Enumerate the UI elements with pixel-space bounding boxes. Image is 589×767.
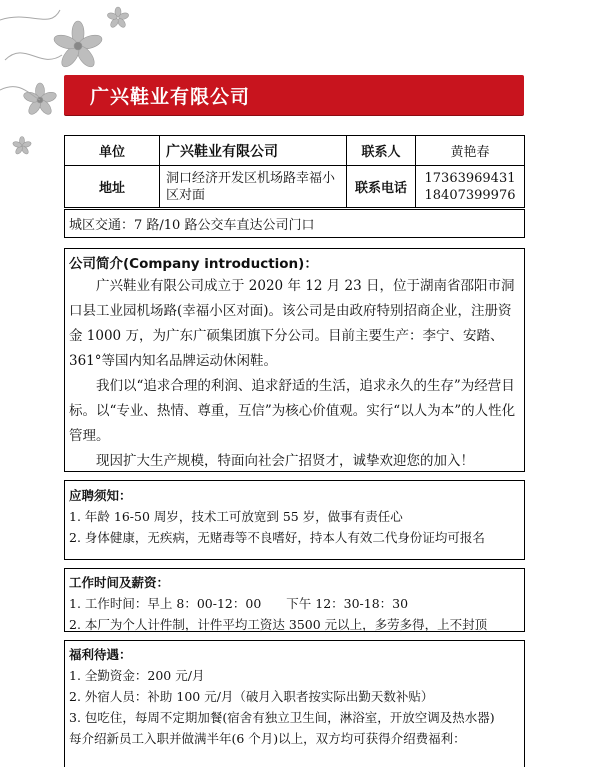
contact-label: 联系人 [347, 136, 416, 166]
requirements-heading: 应聘须知： [69, 488, 132, 503]
benefits-section [64, 640, 525, 767]
benefits-item-4: 每介绍新员工入职并做满半年(6 个月)以上，双方均可获得介绍费福利： [69, 731, 466, 746]
intro-paragraph-3: 现因扩大生产规模，特面向社会广招贤才，诚挚欢迎您的加入！ [96, 453, 474, 469]
requirements-item-1: 1. 年龄 16-50 周岁，技术工可放宽到 55 岁，做事有责任心 [69, 509, 403, 524]
intro-heading: 公司简介(Company introduction)： [69, 256, 318, 272]
requirements-item-2: 2. 身体健康，无疾病，无赌毒等不良嗜好，持本人有效二代身份证均可报名 [69, 530, 485, 545]
intro-paragraph-1: 广兴鞋业有限公司成立于 2020 年 12 月 23 日，位于湖南省邵阳市洞口县工业园机场路(幸福小区对面)。该公司是由政府特别招商企业，注册资金 1000 万，为广东广硕集团旗下分公司。目前主要生产：李宁、安踏、361°等国内知名品牌运动休闲鞋。 [69, 278, 515, 369]
transport-text: 城区交通：7 路/10 路公交车直达公司门口 [69, 218, 315, 233]
worktime-heading: 工作时间及薪资： [69, 575, 170, 590]
phone-label: 联系电话 [347, 166, 416, 208]
requirements-section [64, 480, 525, 560]
phone-number-1: 17363969431 [424, 170, 516, 186]
address-label: 地址 [65, 166, 160, 208]
title-banner [64, 75, 524, 115]
contact-value: 黄艳春 [416, 136, 525, 166]
address-value: 洞口经济开发区机场路幸福小区对面 [160, 166, 347, 208]
benefits-item-1: 1. 全勤资金：200 元/月 [69, 668, 205, 683]
transport-section [64, 209, 525, 238]
unit-label: 单位 [65, 136, 160, 166]
intro-section [64, 248, 525, 472]
company-info-table [64, 135, 525, 208]
benefits-item-3: 3. 包吃住，每周不定期加餐(宿舍有独立卫生间，淋浴室，开放空调及热水器) [69, 710, 495, 725]
unit-value: 广兴鞋业有限公司 [160, 136, 347, 166]
worktime-item-2: 2. 本厂为个人计件制，计件平均工资达 3500 元以上，多劳多得，上不封顶 [69, 617, 488, 632]
benefits-heading: 福利待遇： [69, 647, 132, 662]
benefits-item-2: 2. 外宿人员：补助 100 元/月（破月入职者按实际出勤天数补贴） [69, 689, 434, 704]
worktime-item-1: 1. 工作时间：早上 8：00-12：00 下午 12：30-18：30 [69, 596, 409, 611]
phone-number-2: 18407399976 [424, 187, 516, 203]
intro-paragraph-2: 我们以“追求合理的利润、追求舒适的生活，追求永久的生存”为经营目标。以“专业、热情、尊重，互信”为核心价值观。实行“以人为本”的人性化管理。 [69, 378, 516, 444]
worktime-section [64, 568, 525, 632]
page-title: 广兴鞋业有限公司 [90, 86, 251, 108]
